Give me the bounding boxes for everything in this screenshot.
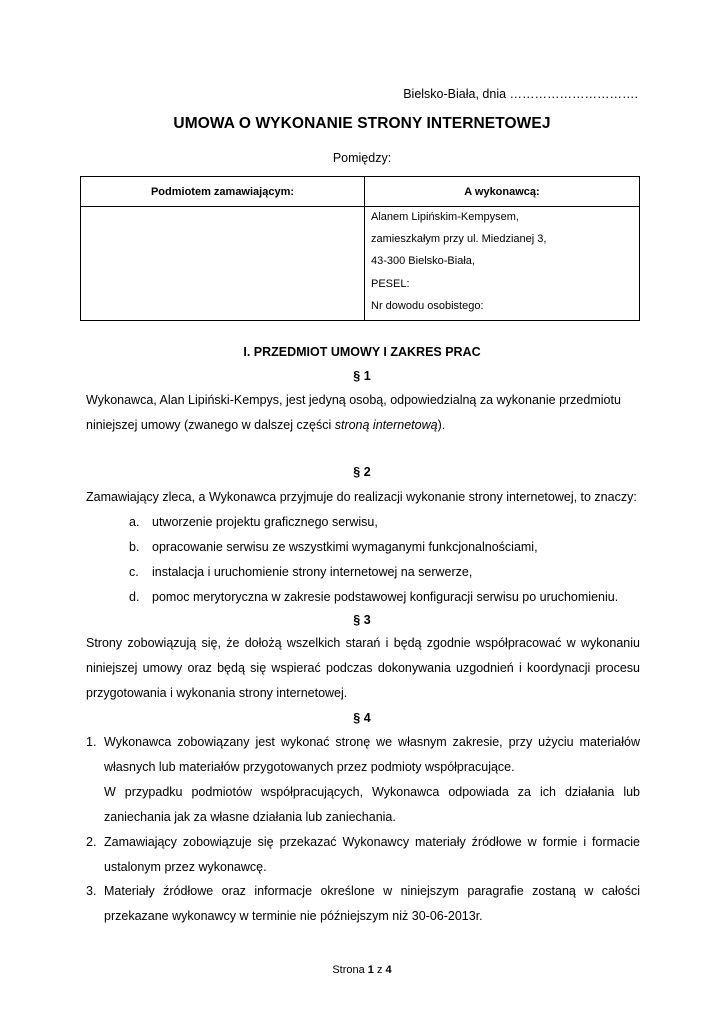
emphasis-term: stroną internetową xyxy=(334,418,438,432)
item-number: 2. xyxy=(86,835,97,849)
list-item-text: instalacja i uruchomienie strony internetowej na serwerze, xyxy=(152,565,473,579)
list-item xyxy=(86,585,640,610)
contractor-line: zamieszkałym przy ul. Miedzianej 3, xyxy=(371,233,547,246)
contractor-column-header: A wykonawcą: xyxy=(365,177,640,207)
item-line: przekazane wykonawcy w terminie nie późniejszym niż 30-06-2013r. xyxy=(104,909,483,923)
paragraph-mark-1: § 1 xyxy=(353,369,371,383)
numbered-item-2 xyxy=(86,830,640,880)
paragraph-3-line: Strony zobowiązują się, że dołożą wszelkich starań i będą zgodnie współpracować w wykonaniu xyxy=(86,636,640,650)
scope-list xyxy=(86,510,640,610)
document-title: UMOWA O WYKONANIE STRONY INTERNETOWEJ xyxy=(173,115,551,132)
current-page-number: 1 xyxy=(367,964,374,976)
list-marker: d. xyxy=(129,590,140,604)
paragraph-mark-3: § 3 xyxy=(353,613,371,627)
list-item-text: utworzenie projektu graficznego serwisu, xyxy=(152,515,378,529)
list-item xyxy=(86,535,640,560)
contractor-line: Alanem Lipińskim-Kempysem, xyxy=(371,211,519,223)
paragraph-1-text xyxy=(86,388,640,438)
paragraph-3-line: niniejszej umowy oraz będą się wspierać podczas dokonywania uzgodnień i koordynacji procesu xyxy=(86,661,640,675)
text-run: ). xyxy=(437,418,446,432)
paragraph-mark-2: § 2 xyxy=(353,465,371,479)
paragraph-3-text xyxy=(86,631,640,706)
client-cell xyxy=(81,207,365,321)
item-line: ustalonym przez wykonawcę. xyxy=(104,860,267,874)
contractor-line: PESEL: xyxy=(371,277,410,290)
paragraph-3-line: przygotowania i wykonania strony internetowej. xyxy=(86,686,348,700)
numbered-item-3 xyxy=(86,879,640,929)
item-line: Wykonawca zobowiązany jest wykonać stronę we własnym zakresie, przy użyciu materiałów xyxy=(104,735,640,749)
item-number: 3. xyxy=(86,884,97,898)
item-line: Materiały źródłowe oraz informacje określone w niniejszym paragrafie zostaną w całości xyxy=(104,884,640,898)
footer-prefix: Strona xyxy=(332,964,368,976)
item-line: W przypadku podmiotów współpracujących, Wykonawca odpowiada za ich działania lub xyxy=(104,785,640,799)
paragraph-1-line xyxy=(86,413,640,438)
contractor-cell xyxy=(365,207,640,321)
item-line: własnych lub materiałów przygotowanych przez podmioty współpracujące. xyxy=(104,760,515,774)
list-marker: b. xyxy=(129,540,140,554)
list-item xyxy=(86,560,640,585)
date-line: Bielsko-Biała, dnia …………………………. xyxy=(403,87,638,101)
numbered-item-1 xyxy=(86,730,640,830)
parties-table xyxy=(80,176,640,321)
list-item xyxy=(86,510,640,535)
contractor-line: Nr dowodu osobistego: xyxy=(371,299,484,312)
list-item-text: opracowanie serwisu ze wszystkimi wymaganymi funkcjonalnościami, xyxy=(152,540,538,554)
client-column-header: Podmiotem zamawiającym: xyxy=(81,177,365,207)
page-footer xyxy=(0,964,724,976)
item-line: Zamawiający zobowiązuje się przekazać Wykonawcy materiały źródłowe w formie i formacie xyxy=(104,835,640,849)
text-run: niniejszej umowy (zwanego w dalszej części xyxy=(86,418,335,432)
list-item-text: pomoc merytoryczna w zakresie podstawowej konfiguracji serwisu po uruchomieniu. xyxy=(152,590,619,604)
paragraph-mark-4: § 4 xyxy=(353,711,371,725)
between-label: Pomiędzy: xyxy=(332,151,392,165)
footer-separator: z xyxy=(373,964,386,976)
paragraph-1-line: Wykonawca, Alan Lipiński-Kempys, jest jedyną osobą, odpowiedzialną za wykonanie przedmiotu xyxy=(86,393,621,407)
item-number: 1. xyxy=(86,735,97,749)
paragraph-2-intro: Zamawiający zleca, a Wykonawca przyjmuje do realizacji wykonanie strony internetowej, to znaczy: xyxy=(86,490,637,504)
contractor-line: 43-300 Bielsko-Biała, xyxy=(371,255,475,268)
list-marker: a. xyxy=(129,515,140,529)
item-line: zaniechania jak za własne działania lub zaniechania. xyxy=(104,810,396,824)
section-heading: I. PRZEDMIOT UMOWY I ZAKRES PRAC xyxy=(243,345,481,359)
total-page-count: 4 xyxy=(385,964,392,976)
list-marker: c. xyxy=(129,565,139,579)
